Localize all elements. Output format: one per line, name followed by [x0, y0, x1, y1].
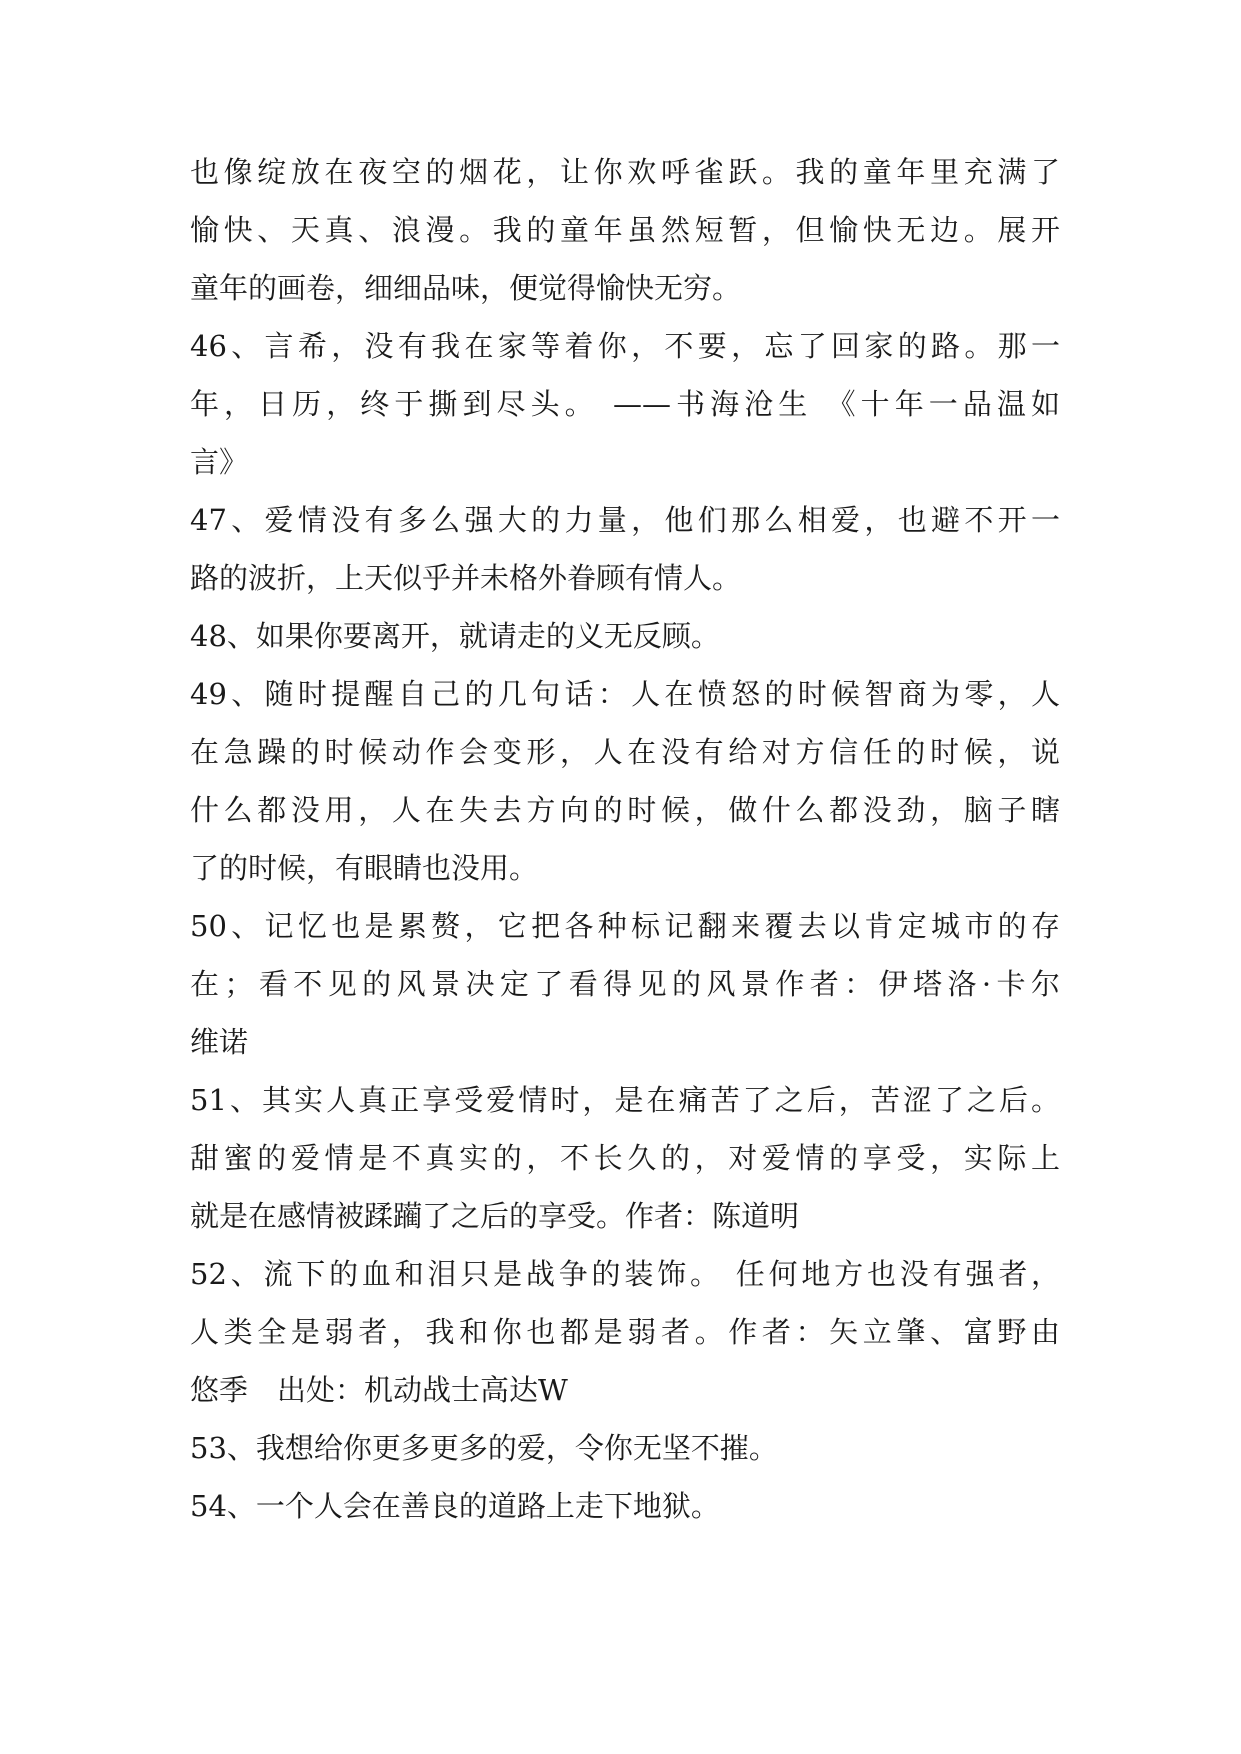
text-line: 甜蜜的爱情是不真实的，不长久的，对爱情的享受，实际上 [190, 1141, 1060, 1175]
text-line: 就是在感情被蹂躏了之后的享受。作者：陈道明 [190, 1199, 800, 1233]
text-line: 54、一个人会在善良的道路上走下地狱。 [190, 1489, 720, 1523]
text-line: 言》 [190, 445, 249, 479]
text-line: 维诺 [190, 1025, 249, 1059]
text-line: 也像绽放在夜空的烟花，让你欢呼雀跃。我的童年里充满了 [190, 155, 1060, 189]
text-line: 48、如果你要离开，就请走的义无反顾。 [190, 619, 720, 653]
text-line: 51、其实人真正享受爱情时，是在痛苦了之后，苦涩了之后。 [190, 1083, 1060, 1117]
text-line: 路的波折，上天似乎并未格外眷顾有情人。 [190, 561, 742, 595]
text-line: 50、记忆也是累赘，它把各种标记翻来覆去以肯定城市的存 [190, 909, 1060, 943]
text-line: 了的时候，有眼睛也没用。 [190, 851, 539, 885]
text-line: 47、爱情没有多么强大的力量，他们那么相爱，也避不开一 [190, 503, 1060, 537]
body-text [190, 157, 1060, 1549]
text-line: 46、言希，没有我在家等着你，不要，忘了回家的路。那一 [190, 329, 1060, 363]
text-line: 悠季 出处：机动战士高达W [190, 1373, 568, 1407]
text-line: 在；看不见的风景决定了看得见的风景作者：伊塔洛·卡尔 [190, 967, 1060, 1001]
text-line: 什么都没用，人在失去方向的时候，做什么都没劲，脑子瞎 [190, 793, 1060, 827]
text-line: 在急躁的时候动作会变形，人在没有给对方信任的时候，说 [190, 735, 1060, 769]
text-line: 53、我想给你更多更多的爱，令你无坚不摧。 [190, 1431, 778, 1465]
text-line: 人类全是弱者，我和你也都是弱者。作者：矢立肇、富野由 [190, 1315, 1060, 1349]
text-line: 年，日历，终于撕到尽头。 ——书海沧生 《十年一品温如 [190, 387, 1060, 421]
text-line: 52、流下的血和泪只是战争的装饰。 任何地方也没有强者， [190, 1257, 1060, 1291]
text-line: 童年的画卷，细细品味，便觉得愉快无穷。 [190, 271, 742, 305]
text-line: 愉快、天真、浪漫。我的童年虽然短暂，但愉快无边。展开 [190, 213, 1060, 247]
text-line: 49、随时提醒自己的几句话：人在愤怒的时候智商为零，人 [190, 677, 1060, 711]
